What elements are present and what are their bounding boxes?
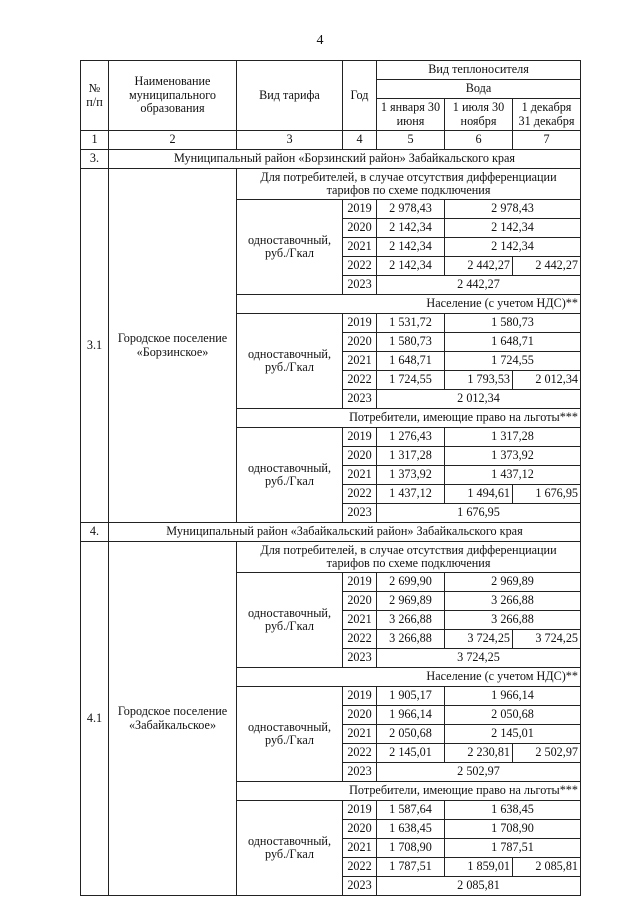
- value-cell: 3 724,25: [513, 630, 581, 649]
- year-cell: 2020: [343, 820, 377, 839]
- col-number: 2: [109, 131, 237, 150]
- year-cell: 2020: [343, 333, 377, 352]
- group-title: Потребители, имеющие право на льготы***: [237, 782, 581, 801]
- value-cell: 1 373,92: [377, 466, 445, 485]
- value-cell: 2 502,97: [513, 744, 581, 763]
- year-cell: 2019: [343, 801, 377, 820]
- value-cell: 3 266,88: [377, 611, 445, 630]
- year-cell: 2023: [343, 276, 377, 295]
- header-name: Наименование муниципального образования: [109, 61, 237, 131]
- year-cell: 2023: [343, 763, 377, 782]
- year-cell: 2019: [343, 428, 377, 447]
- col-number: 1: [81, 131, 109, 150]
- value-cell: 1 966,14: [377, 706, 445, 725]
- page-number: 4: [316, 33, 324, 48]
- tariff-type: одноставочный, руб./Гкал: [237, 573, 343, 668]
- value-cell: 1 317,28: [377, 447, 445, 466]
- value-cell: 2 230,81: [445, 744, 513, 763]
- year-cell: 2022: [343, 371, 377, 390]
- value-cell: 2 442,27: [445, 257, 513, 276]
- value-cell: 2 085,81: [513, 858, 581, 877]
- value-cell: 1 724,55: [445, 352, 581, 371]
- value-cell: 3 266,88: [445, 592, 581, 611]
- settlement-name: Городское поселение «Забайкальское»: [109, 542, 237, 896]
- value-cell: 1 708,90: [445, 820, 581, 839]
- header-tariff-type: Вид тарифа: [237, 61, 343, 131]
- header-num: № п/п: [81, 61, 109, 131]
- col-number: 3: [237, 131, 343, 150]
- year-cell: 2021: [343, 725, 377, 744]
- value-cell: 1 494,61: [445, 485, 513, 504]
- col-number: 7: [513, 131, 581, 150]
- value-cell: 2 142,34: [377, 219, 445, 238]
- year-cell: 2021: [343, 839, 377, 858]
- value-cell: 1 580,73: [377, 333, 445, 352]
- year-cell: 2022: [343, 257, 377, 276]
- header-year: Год: [343, 61, 377, 131]
- value-cell: 1 787,51: [377, 858, 445, 877]
- value-cell: 2 142,34: [445, 238, 581, 257]
- header-carrier: Вид теплоносителя: [377, 61, 581, 80]
- value-cell: 1 587,64: [377, 801, 445, 820]
- value-cell: 2 969,89: [445, 573, 581, 592]
- value-cell: 1 638,45: [377, 820, 445, 839]
- tariff-type: одноставочный, руб./Гкал: [237, 801, 343, 896]
- value-cell: 1 580,73: [445, 314, 581, 333]
- year-cell: 2022: [343, 858, 377, 877]
- value-cell: 1 966,14: [445, 687, 581, 706]
- header-water: Вода: [377, 80, 581, 99]
- year-cell: 2019: [343, 687, 377, 706]
- section-title: Муниципальный район «Борзинский район» Забайкальского края: [109, 150, 581, 169]
- value-cell: 2 145,01: [377, 744, 445, 763]
- year-cell: 2023: [343, 504, 377, 523]
- value-cell: 3 266,88: [377, 630, 445, 649]
- tariff-type: одноставочный, руб./Гкал: [237, 314, 343, 409]
- value-cell: 3 724,25: [445, 630, 513, 649]
- group-title: Для потребителей, в случае отсутствия дифференциации тарифов по схеме подключения: [237, 169, 581, 200]
- value-cell: 1 531,72: [377, 314, 445, 333]
- header-period-3: 1 декабря 31 декабря: [513, 99, 581, 131]
- group-title: Население (с учетом НДС)**: [237, 668, 581, 687]
- year-cell: 2019: [343, 314, 377, 333]
- value-cell: 2 142,34: [377, 257, 445, 276]
- value-cell: 2 050,68: [445, 706, 581, 725]
- value-cell: 1 373,92: [445, 447, 581, 466]
- value-cell: 1 859,01: [445, 858, 513, 877]
- value-cell: 1 708,90: [377, 839, 445, 858]
- value-cell: 1 648,71: [377, 352, 445, 371]
- value-cell: 1 437,12: [445, 466, 581, 485]
- year-cell: 2022: [343, 630, 377, 649]
- value-cell: 1 793,53: [445, 371, 513, 390]
- tariff-type: одноставочный, руб./Гкал: [237, 428, 343, 523]
- value-cell: 2 978,43: [445, 200, 581, 219]
- value-cell: 2 085,81: [377, 877, 581, 896]
- year-cell: 2023: [343, 649, 377, 668]
- header-period-1: 1 января 30 июня: [377, 99, 445, 131]
- group-title: Население (с учетом НДС)**: [237, 295, 581, 314]
- col-number: 4: [343, 131, 377, 150]
- section-number: 4.: [81, 523, 109, 542]
- year-cell: 2023: [343, 390, 377, 409]
- section-number: 3.: [81, 150, 109, 169]
- year-cell: 2022: [343, 744, 377, 763]
- value-cell: 2 142,34: [445, 219, 581, 238]
- value-cell: 1 276,43: [377, 428, 445, 447]
- settlement-name: Городское поселение «Борзинское»: [109, 169, 237, 523]
- value-cell: 2 050,68: [377, 725, 445, 744]
- value-cell: 1 437,12: [377, 485, 445, 504]
- value-cell: 2 442,27: [513, 257, 581, 276]
- value-cell: 2 969,89: [377, 592, 445, 611]
- year-cell: 2020: [343, 706, 377, 725]
- subsection-number: 3.1: [81, 169, 109, 523]
- value-cell: 2 012,34: [513, 371, 581, 390]
- group-title: Потребители, имеющие право на льготы***: [237, 409, 581, 428]
- col-number: 6: [445, 131, 513, 150]
- value-cell: 3 266,88: [445, 611, 581, 630]
- value-cell: 1 676,95: [513, 485, 581, 504]
- value-cell: 1 787,51: [445, 839, 581, 858]
- header-period-2: 1 июля 30 ноября: [445, 99, 513, 131]
- value-cell: 1 676,95: [377, 504, 581, 523]
- year-cell: 2021: [343, 466, 377, 485]
- tariff-table: [80, 60, 581, 896]
- year-cell: 2019: [343, 200, 377, 219]
- value-cell: 1 648,71: [445, 333, 581, 352]
- value-cell: 1 317,28: [445, 428, 581, 447]
- value-cell: 2 145,01: [445, 725, 581, 744]
- value-cell: 2 442,27: [377, 276, 581, 295]
- col-number: 5: [377, 131, 445, 150]
- group-title: Для потребителей, в случае отсутствия дифференциации тарифов по схеме подключения: [237, 542, 581, 573]
- value-cell: 2 699,90: [377, 573, 445, 592]
- year-cell: 2021: [343, 238, 377, 257]
- value-cell: 1 638,45: [445, 801, 581, 820]
- value-cell: 2 012,34: [377, 390, 581, 409]
- tariff-type: одноставочный, руб./Гкал: [237, 687, 343, 782]
- year-cell: 2023: [343, 877, 377, 896]
- year-cell: 2022: [343, 485, 377, 504]
- year-cell: 2021: [343, 611, 377, 630]
- value-cell: 1 905,17: [377, 687, 445, 706]
- year-cell: 2019: [343, 573, 377, 592]
- tariff-type: одноставочный, руб./Гкал: [237, 200, 343, 295]
- section-title: Муниципальный район «Забайкальский район» Забайкальского края: [109, 523, 581, 542]
- year-cell: 2020: [343, 447, 377, 466]
- subsection-number: 4.1: [81, 542, 109, 896]
- year-cell: 2021: [343, 352, 377, 371]
- year-cell: 2020: [343, 219, 377, 238]
- value-cell: 2 502,97: [377, 763, 581, 782]
- value-cell: 2 978,43: [377, 200, 445, 219]
- value-cell: 2 142,34: [377, 238, 445, 257]
- value-cell: 3 724,25: [377, 649, 581, 668]
- year-cell: 2020: [343, 592, 377, 611]
- value-cell: 1 724,55: [377, 371, 445, 390]
